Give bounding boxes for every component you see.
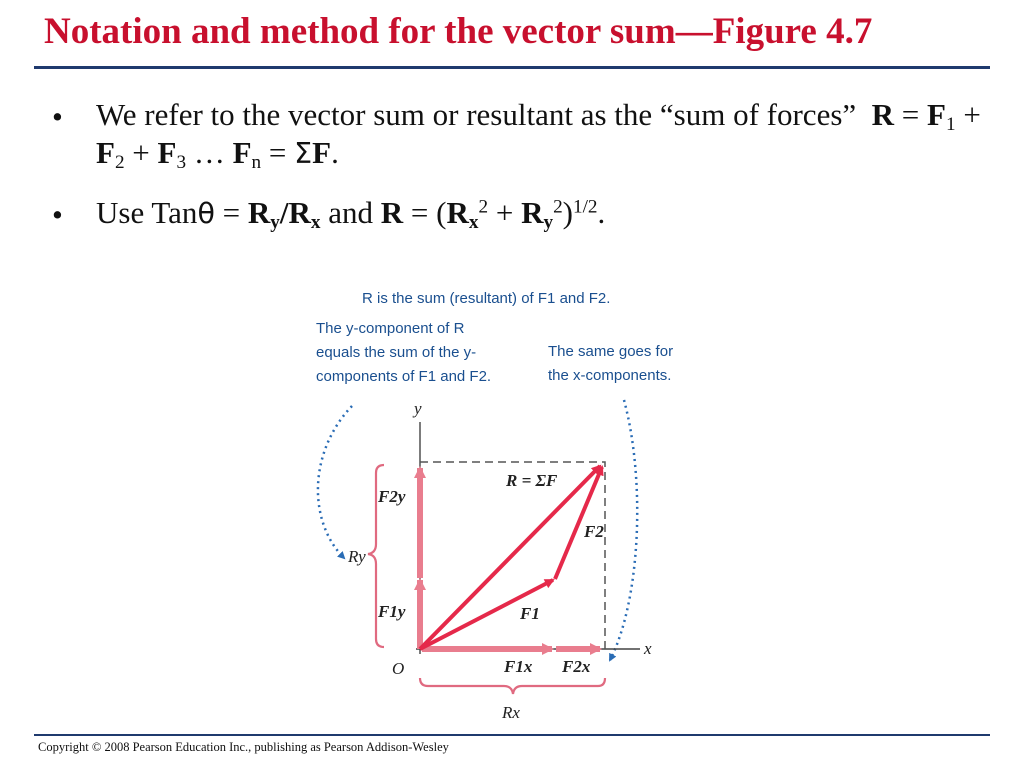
subscript-n: n — [251, 151, 262, 173]
slash: / — [279, 194, 289, 230]
title-divider — [34, 66, 990, 69]
plus-sign: + — [488, 194, 522, 230]
vector-diagram — [300, 282, 720, 734]
label-f2x: F2x — [562, 657, 591, 676]
open-paren: ( — [436, 194, 447, 230]
label-f2: F2 — [584, 522, 604, 541]
plus-sign: + — [955, 97, 981, 132]
word-and: and — [320, 194, 381, 230]
bullet-text-use: Use Tan — [96, 194, 198, 230]
symbol-F: F — [232, 134, 252, 170]
symbol-F: F — [157, 134, 177, 170]
label-f2y: F2y — [378, 487, 406, 506]
subscript-2: 2 — [114, 151, 125, 173]
label-f1y: F1y — [378, 602, 406, 621]
bullet-marker: • — [52, 196, 63, 232]
note-y-component-line3: components of F1 and F2. — [316, 368, 492, 385]
close-paren: ) — [562, 194, 573, 230]
copyright-footer: Copyright © 2008 Pearson Education Inc., publishing as Pearson Addison-Wesley — [38, 740, 449, 754]
slide-title: Notation and method for the vector sum—Figure 4.7 — [44, 11, 873, 52]
label-rx: Rx — [502, 703, 520, 722]
symbol-R: R — [521, 194, 544, 230]
exponent-2: 2 — [478, 196, 489, 218]
origin-label: O — [392, 659, 405, 678]
note-x-component-line2: the x-components. — [548, 367, 672, 384]
label-f1x: F1x — [504, 657, 533, 676]
theta-symbol: θ — [197, 196, 215, 230]
vector-sum-figure — [300, 282, 720, 734]
exponent-2: 2 — [553, 196, 563, 218]
symbol-R: R — [446, 194, 469, 230]
subscript-3: 3 — [176, 151, 187, 173]
symbol-R: R — [288, 194, 311, 230]
symbol-R: R — [380, 194, 404, 230]
bullet-list — [42, 96, 982, 253]
label-resultant: R = ΣF — [506, 471, 558, 490]
symbol-F: F — [927, 97, 946, 132]
sigma-symbol: Σ — [294, 136, 313, 170]
note-y-component-line1: The y-component of R — [316, 320, 465, 337]
symbol-R: R — [871, 97, 895, 132]
footer-divider — [34, 734, 990, 736]
bullet-text-intro: We refer to the vector sum or resultant as the “sum of forces” — [96, 97, 857, 132]
subscript-y: y — [270, 211, 280, 233]
subscript-1: 1 — [945, 113, 956, 135]
bullet-marker: • — [52, 99, 63, 134]
subscript-x: x — [310, 211, 321, 233]
equals-sign: = — [261, 134, 295, 170]
y-axis-label: y — [414, 399, 422, 418]
brace-rx — [420, 678, 605, 694]
exponent-half: 1/2 — [573, 196, 598, 218]
vector-resultant-r — [420, 466, 600, 649]
note-y-component-line2: equals the sum of the y- — [316, 344, 477, 361]
equals-sign: = — [894, 97, 928, 132]
symbol-F: F — [96, 134, 115, 170]
x-axis-label: x — [644, 639, 652, 658]
ellipsis: … — [186, 134, 233, 170]
dotted-arrow-to-rx — [610, 400, 637, 660]
subscript-y: y — [543, 211, 554, 233]
dotted-arrow-to-ry — [318, 406, 352, 558]
caption-resultant: R is the sum (resultant) of F1 and F2. — [362, 290, 611, 307]
symbol-F: F — [312, 134, 332, 170]
equals-sign: = — [403, 194, 437, 230]
bullet-sum-of-forces — [42, 96, 982, 172]
period: . — [331, 134, 339, 170]
bullet-tan-formula — [42, 194, 982, 232]
equals-sign: = — [214, 194, 248, 230]
subscript-x: x — [468, 211, 479, 233]
label-ry: Ry — [348, 547, 366, 566]
plus-sign: + — [124, 134, 158, 170]
period: . — [597, 194, 606, 230]
symbol-R: R — [247, 194, 271, 230]
label-f1: F1 — [520, 604, 540, 623]
note-x-component-line1: The same goes for — [548, 343, 674, 360]
